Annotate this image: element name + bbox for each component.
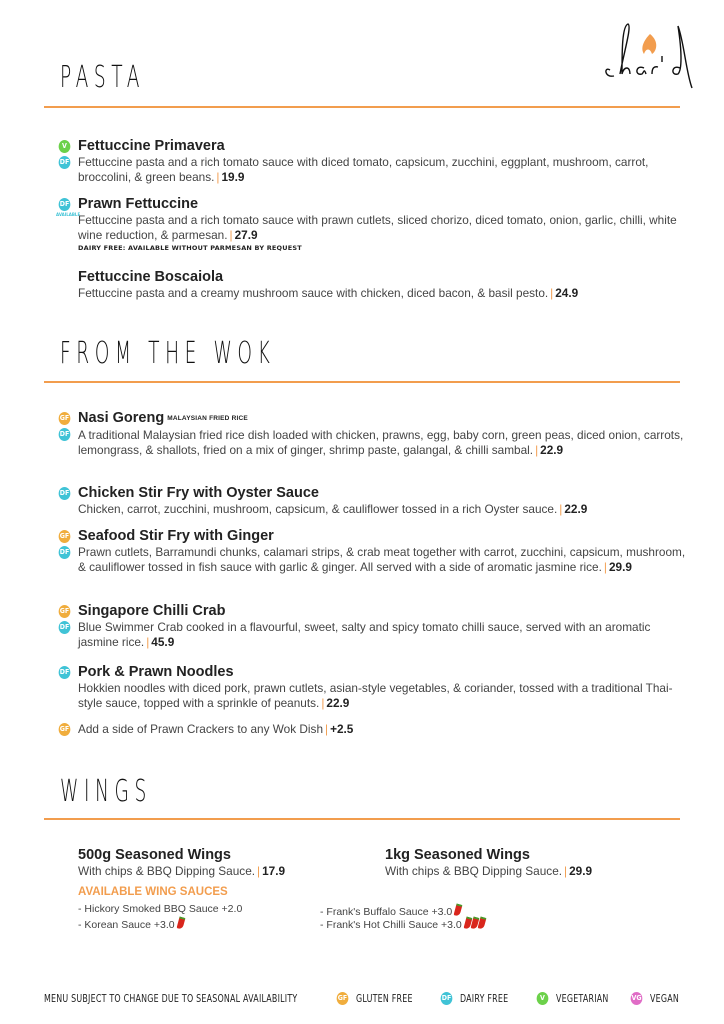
item-name: Fettuccine Primavera xyxy=(78,138,225,154)
menu-item xyxy=(78,602,688,650)
sauce-item: - Hickory Smoked BBQ Sauce +2.0 xyxy=(78,903,243,915)
vegan-badge-icon: VG xyxy=(631,992,643,1005)
dairy-free-badge-icon: DF xyxy=(59,156,71,169)
section-divider xyxy=(44,106,680,108)
menu-extra xyxy=(78,722,688,737)
item-description: Chicken, carrot, zucchini, mushroom, capsicum, & cauliflower tossed in a rich Oyster sauce. xyxy=(78,502,558,516)
extra-price: +2.5 xyxy=(330,722,354,736)
item-name: Chicken Stir Fry with Oyster Sauce xyxy=(78,485,319,501)
item-name: Nasi Goreng xyxy=(78,410,165,426)
item-description: Hokkien noodles with diced pork, prawn cutlets, asian-style vegetables, & coriander, tossed with a traditional Thai-style sauce, topped with a sprinkle of peanuts. xyxy=(78,681,673,710)
price-separator: | xyxy=(146,635,150,649)
sauces-heading: AVAILABLE WING SAUCES xyxy=(78,886,228,898)
gluten-free-badge-icon: GF xyxy=(337,992,349,1005)
item-name: Prawn Fettuccine xyxy=(78,196,199,212)
item-name: Pork & Prawn Noodles xyxy=(78,664,234,680)
dairy-free-badge-icon: DF xyxy=(59,428,71,441)
dairy-free-badge-icon: DF xyxy=(59,621,71,634)
item-note: DAIRY FREE: AVAILABLE WITHOUT PARMESAN BY REQUEST xyxy=(78,244,302,252)
price-separator: | xyxy=(257,864,261,878)
item-name: 500g Seasoned Wings xyxy=(78,847,231,863)
price-separator: | xyxy=(564,864,568,878)
legend-label: DAIRY FREE xyxy=(460,992,509,1005)
item-price: 29.9 xyxy=(569,864,593,878)
chard-logo xyxy=(600,12,710,92)
item-name: 1kg Seasoned Wings xyxy=(385,847,530,863)
price-separator: | xyxy=(216,170,220,184)
sauce-item: - Frank's Hot Chilli Sauce +3.0 xyxy=(320,916,485,932)
item-subtitle: MALAYSIAN FRIED RICE xyxy=(167,415,248,422)
menu-item xyxy=(78,846,368,879)
item-price: 22.9 xyxy=(540,443,564,457)
gluten-free-badge-icon: GF xyxy=(59,412,71,425)
section-title-wok: FROM THE WOK xyxy=(60,336,276,371)
item-description: With chips & BBQ Dipping Sauce. xyxy=(78,864,256,878)
item-price: 19.9 xyxy=(221,170,245,184)
menu-item xyxy=(78,137,688,185)
item-description: Fettuccine pasta and a creamy mushroom sauce with chicken, diced bacon, & basil pesto. xyxy=(78,286,549,300)
menu-item xyxy=(78,409,688,458)
price-separator: | xyxy=(325,722,329,736)
section-divider xyxy=(44,381,680,383)
price-separator: | xyxy=(603,560,607,574)
dairy-free-badge-icon: DF xyxy=(59,487,71,500)
item-price: 45.9 xyxy=(151,635,175,649)
item-name: Seafood Stir Fry with Ginger xyxy=(78,528,274,544)
sauce-item: - Korean Sauce +3.0 xyxy=(78,916,184,932)
item-description: With chips & BBQ Dipping Sauce. xyxy=(385,864,563,878)
badge-available-note: AVAILABLE xyxy=(56,212,81,217)
menu-item xyxy=(78,663,688,711)
price-separator: | xyxy=(535,443,539,457)
legend-label: GLUTEN FREE xyxy=(356,992,413,1005)
item-price: 22.9 xyxy=(564,502,588,516)
price-separator: | xyxy=(550,286,554,300)
dairy-free-badge-icon: DF xyxy=(59,198,71,211)
legend-label: VEGAN xyxy=(650,992,679,1005)
item-description: A traditional Malaysian fried rice dish loaded with chicken, prawns, egg, baby corn, green peas, diced onion, carrots, lemongrass, & shallots, fried on a mix of ginger, shrimp paste, galangal, & chilli sambal. xyxy=(78,428,684,457)
gluten-free-badge-icon: GF xyxy=(59,530,71,543)
section-divider xyxy=(44,818,680,820)
gluten-free-badge-icon: GF xyxy=(59,723,71,736)
legend-label: VEGETARIAN xyxy=(556,992,609,1005)
dairy-free-badge-icon: DF xyxy=(441,992,453,1005)
menu-item xyxy=(78,268,688,301)
item-description: Fettuccine pasta and a rich tomato sauce with diced tomato, capsicum, zucchini, eggplant, mushroom, carrot, broccolini, & green beans. xyxy=(78,155,649,184)
item-price: 24.9 xyxy=(555,286,579,300)
footer xyxy=(44,992,684,1008)
item-price: 17.9 xyxy=(262,864,286,878)
menu-item xyxy=(78,527,688,575)
item-price: 27.9 xyxy=(234,228,258,242)
item-price: 22.9 xyxy=(326,696,350,710)
extra-text: Add a side of Prawn Crackers to any Wok Dish xyxy=(78,722,323,736)
disclaimer: MENU SUBJECT TO CHANGE DUE TO SEASONAL AVAILABILITY xyxy=(44,992,298,1005)
menu-item xyxy=(78,484,688,517)
chilli-icon xyxy=(176,916,185,929)
chilli-icon xyxy=(454,903,463,916)
price-separator: | xyxy=(559,502,563,516)
item-name: Fettuccine Boscaiola xyxy=(78,269,224,285)
menu-item xyxy=(78,195,688,252)
menu-item xyxy=(385,846,685,879)
vegetarian-badge-icon: V xyxy=(537,992,549,1005)
item-description: Prawn cutlets, Barramundi chunks, calamari strips, & crab meat together with carrot, zucchini, capsicum, mushroom, & cauliflower tossed in fish sauce with garlic & ginger. All served with a side of aromatic jasmine rice. xyxy=(78,545,686,574)
dairy-free-badge-icon: DF xyxy=(59,546,71,559)
vegetarian-badge-icon: V xyxy=(59,140,71,153)
item-name: Singapore Chilli Crab xyxy=(78,603,226,619)
price-separator: | xyxy=(321,696,325,710)
price-separator: | xyxy=(229,228,233,242)
dairy-free-badge-icon: DF xyxy=(59,666,71,679)
gluten-free-badge-icon: GF xyxy=(59,605,71,618)
item-description: Blue Swimmer Crab cooked in a flavourful, sweet, salty and spicy tomato chilli sauce, served with an aromatic jasmine rice. xyxy=(78,620,651,649)
section-title-pasta: PASTA xyxy=(60,60,146,95)
item-price: 29.9 xyxy=(608,560,632,574)
sauce-item: - Frank's Buffalo Sauce +3.0 xyxy=(320,903,461,919)
section-title-wings: WINGS xyxy=(60,774,152,809)
item-description: Fettuccine pasta and a rich tomato sauce with prawn cutlets, sliced chorizo, diced tomato, onion, garlic, chilli, white wine reduction, & parmesan. xyxy=(78,213,677,242)
